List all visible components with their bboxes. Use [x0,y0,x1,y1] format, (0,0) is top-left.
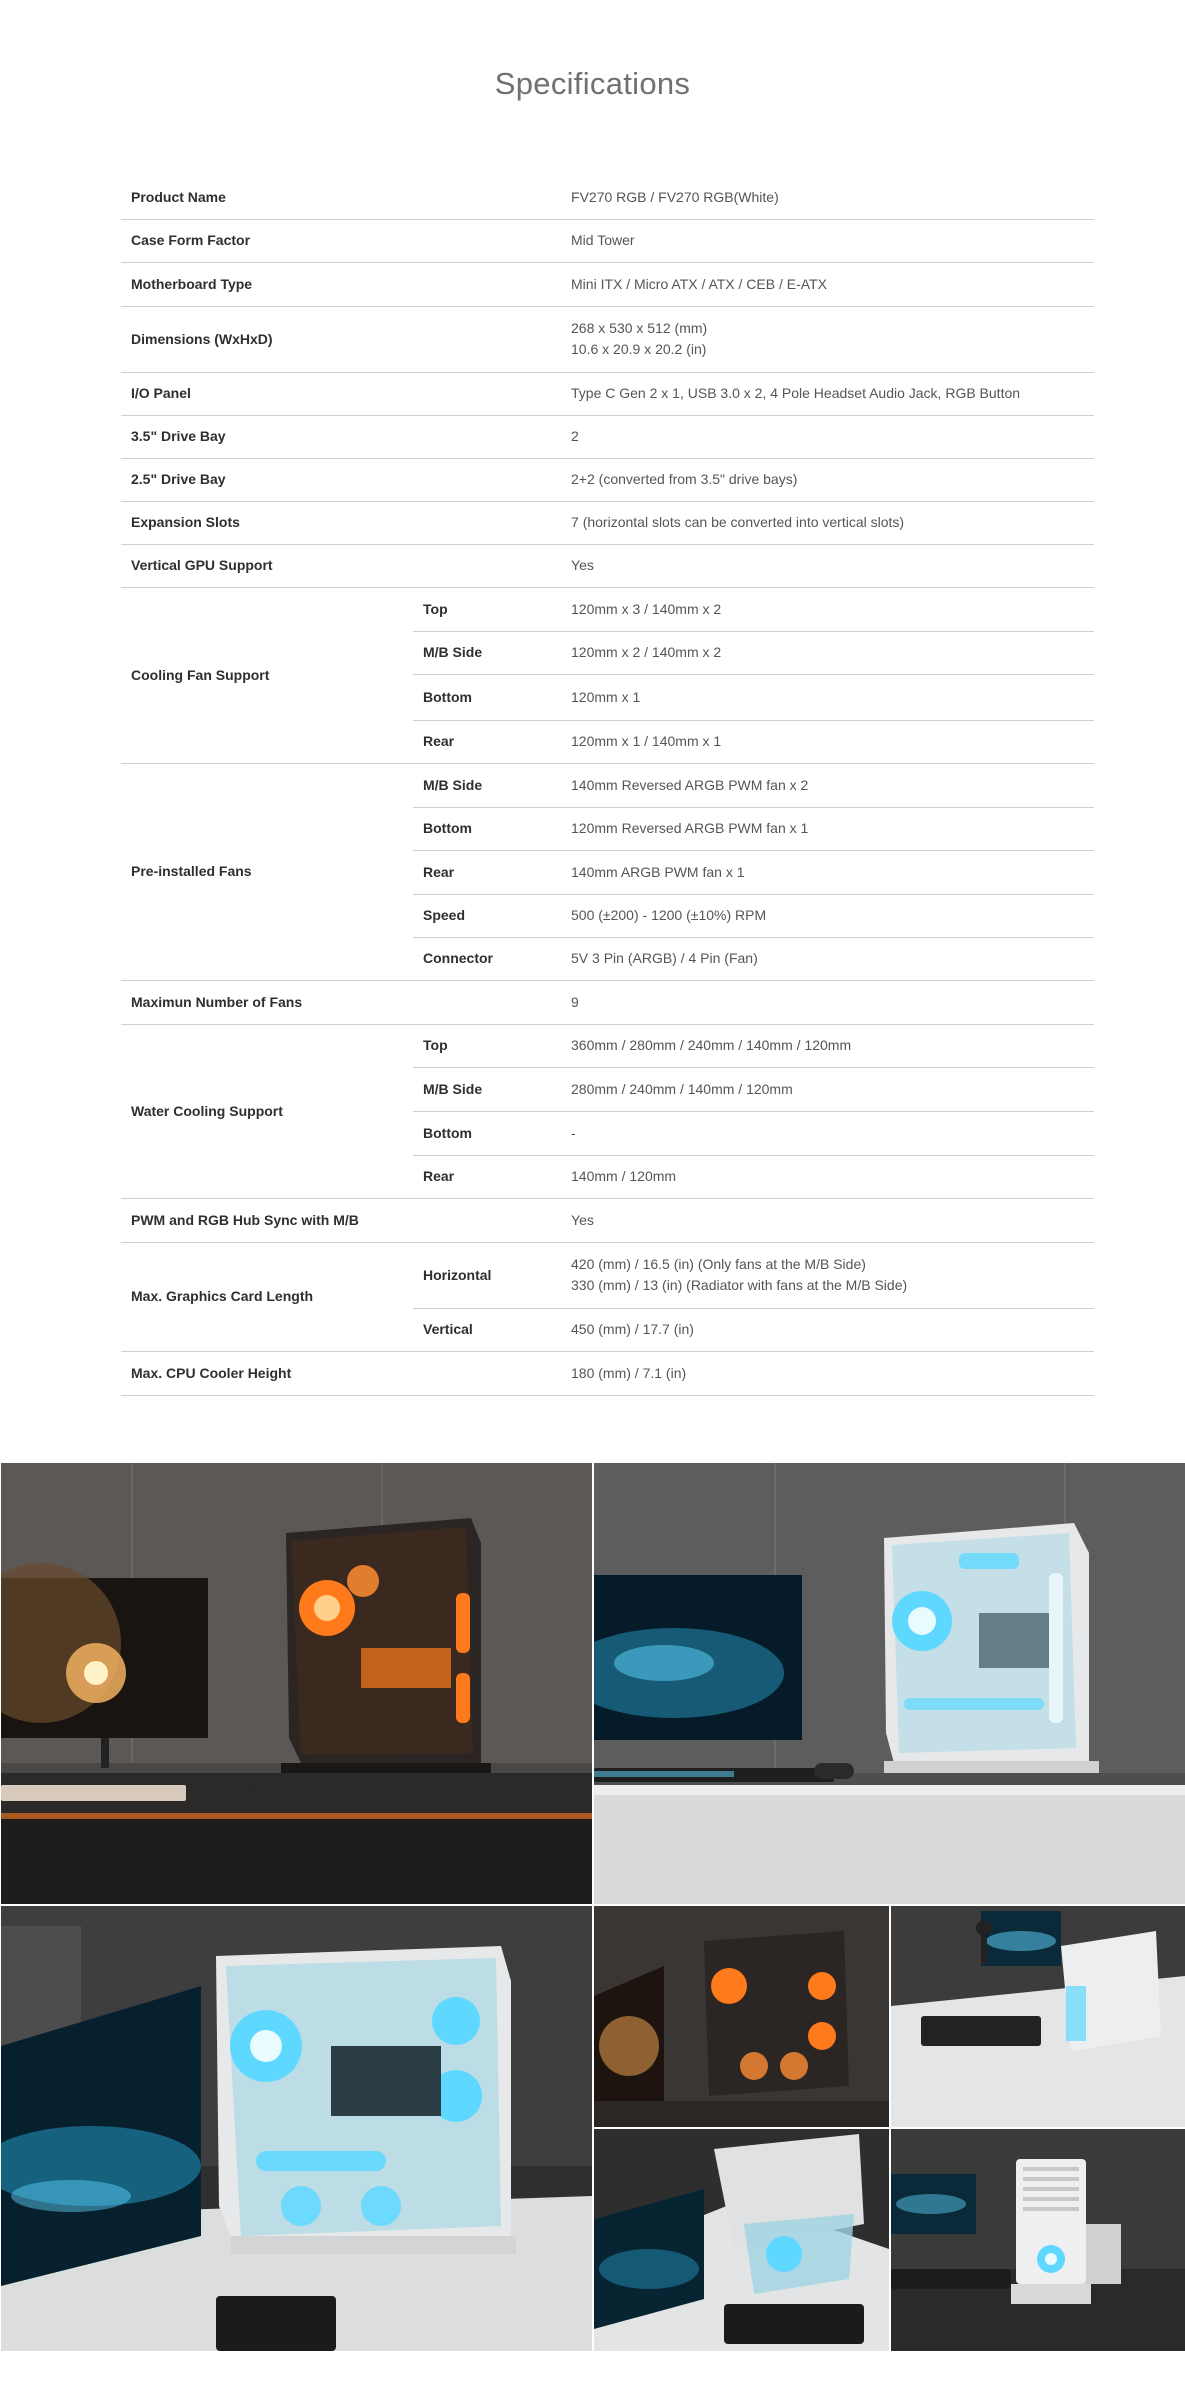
specifications-table [121,176,1094,1396]
gallery-photo-white-case-closeup[interactable] [1,1906,592,2351]
gallery-photo-white-case-topdown[interactable] [891,1906,1185,2127]
spec-label: 2.5" Drive Bay [121,458,561,501]
table-row [121,501,1094,544]
spec-label: Motherboard Type [121,262,561,306]
product-gallery [0,1462,1185,2352]
spec-label: Vertical GPU Support [121,544,561,587]
photo-illustration [1,1906,592,2351]
spec-label: Max. CPU Cooler Height [121,1351,561,1395]
spec-label: Pre-installed Fans [121,763,413,980]
spec-value: 2+2 (converted from 3.5" drive bays) [561,458,1094,501]
spec-value-line: 268 x 530 x 512 (mm) [571,320,708,336]
table-row [121,544,1094,587]
spec-value: Mini ITX / Micro ATX / ATX / CEB / E-ATX [561,262,1094,306]
spec-value: 5V 3 Pin (ARGB) / 4 Pin (Fan) [561,937,1094,980]
spec-label: Cooling Fan Support [121,587,413,763]
spec-value: Type C Gen 2 x 1, USB 3.0 x 2, 4 Pole Headset Audio Jack, RGB Button [561,372,1094,415]
spec-label: Case Form Factor [121,219,561,262]
spec-value: 280mm / 240mm / 140mm / 120mm [561,1067,1094,1111]
spec-sublabel: Bottom [413,1111,561,1155]
spec-value: 140mm ARGB PWM fan x 1 [561,850,1094,894]
spec-label: PWM and RGB Hub Sync with M/B [121,1198,561,1242]
spec-value: 180 (mm) / 7.1 (in) [561,1351,1094,1395]
spec-value: 9 [561,980,1094,1024]
table-row [121,980,1094,1024]
photo-illustration [594,1463,1185,1904]
spec-sublabel: Rear [413,1155,561,1198]
table-row [121,1024,1094,1067]
spec-sublabel: Connector [413,937,561,980]
spec-label: Max. Graphics Card Length [121,1242,413,1351]
spec-value: 500 (±200) - 1200 (±10%) RPM [561,894,1094,937]
gallery-photo-dark-case-small[interactable] [594,1906,889,2127]
spec-value: 120mm Reversed ARGB PWM fan x 1 [561,807,1094,850]
table-row [121,306,1094,372]
table-row [121,458,1094,501]
spec-sublabel: Vertical [413,1308,561,1351]
spec-label: Dimensions (WxHxD) [121,306,561,372]
spec-value: 7 (horizontal slots can be converted into vertical slots) [561,501,1094,544]
spec-value: 140mm / 120mm [561,1155,1094,1198]
spec-label: Water Cooling Support [121,1024,413,1198]
spec-label: Expansion Slots [121,501,561,544]
gallery-photo-white-case-desk[interactable] [594,1463,1185,1904]
spec-sublabel: Bottom [413,674,561,720]
spec-sublabel: Speed [413,894,561,937]
spec-value: - [561,1111,1094,1155]
photo-illustration [594,1906,889,2127]
gallery-photo-white-case-angled[interactable] [594,2129,889,2351]
spec-value-line: 420 (mm) / 16.5 (in) (Only fans at the M/B Side) [571,1256,866,1272]
spec-label: I/O Panel [121,372,561,415]
photo-illustration [891,1906,1185,2127]
spec-value: 2 [561,415,1094,458]
spec-label: 3.5" Drive Bay [121,415,561,458]
spec-sublabel: M/B Side [413,763,561,807]
spec-value: 140mm Reversed ARGB PWM fan x 2 [561,763,1094,807]
spec-value: FV270 RGB / FV270 RGB(White) [561,176,1094,219]
spec-value: 360mm / 280mm / 240mm / 140mm / 120mm [561,1024,1094,1067]
spec-value [561,1242,1094,1308]
table-row [121,1351,1094,1395]
photo-illustration [1,1463,592,1904]
spec-value-line: 330 (mm) / 13 (in) (Radiator with fans at the M/B Side) [571,1277,908,1293]
spec-value: 120mm x 1 / 140mm x 1 [561,720,1094,763]
photo-illustration [594,2129,889,2351]
table-row [121,219,1094,262]
page-title: Specifications [494,66,691,101]
gallery-photo-dark-case-desk[interactable] [1,1463,592,1904]
spec-value: 120mm x 1 [561,674,1094,720]
table-row [121,1198,1094,1242]
spec-value: Mid Tower [561,219,1094,262]
spec-label: Maximun Number of Fans [121,980,561,1024]
spec-sublabel: Bottom [413,807,561,850]
spec-sublabel: Horizontal [413,1242,561,1308]
table-row [121,176,1094,219]
spec-value [561,306,1094,372]
table-row [121,1242,1094,1308]
spec-sublabel: Rear [413,720,561,763]
spec-value: Yes [561,1198,1094,1242]
spec-value-line: 10.6 x 20.9 x 20.2 (in) [571,341,707,357]
spec-label: Product Name [121,176,561,219]
spec-value: 120mm x 3 / 140mm x 2 [561,587,1094,631]
gallery-photo-white-case-rear[interactable] [891,2129,1185,2351]
spec-value: 450 (mm) / 17.7 (in) [561,1308,1094,1351]
spec-sublabel: Top [413,1024,561,1067]
spec-sublabel: Top [413,587,561,631]
spec-value: Yes [561,544,1094,587]
table-row [121,587,1094,631]
photo-illustration [891,2129,1185,2351]
table-row [121,372,1094,415]
spec-sublabel: M/B Side [413,1067,561,1111]
table-row [121,415,1094,458]
table-row [121,262,1094,306]
spec-value: 120mm x 2 / 140mm x 2 [561,631,1094,674]
table-row [121,763,1094,807]
spec-sublabel: Rear [413,850,561,894]
spec-sublabel: M/B Side [413,631,561,674]
